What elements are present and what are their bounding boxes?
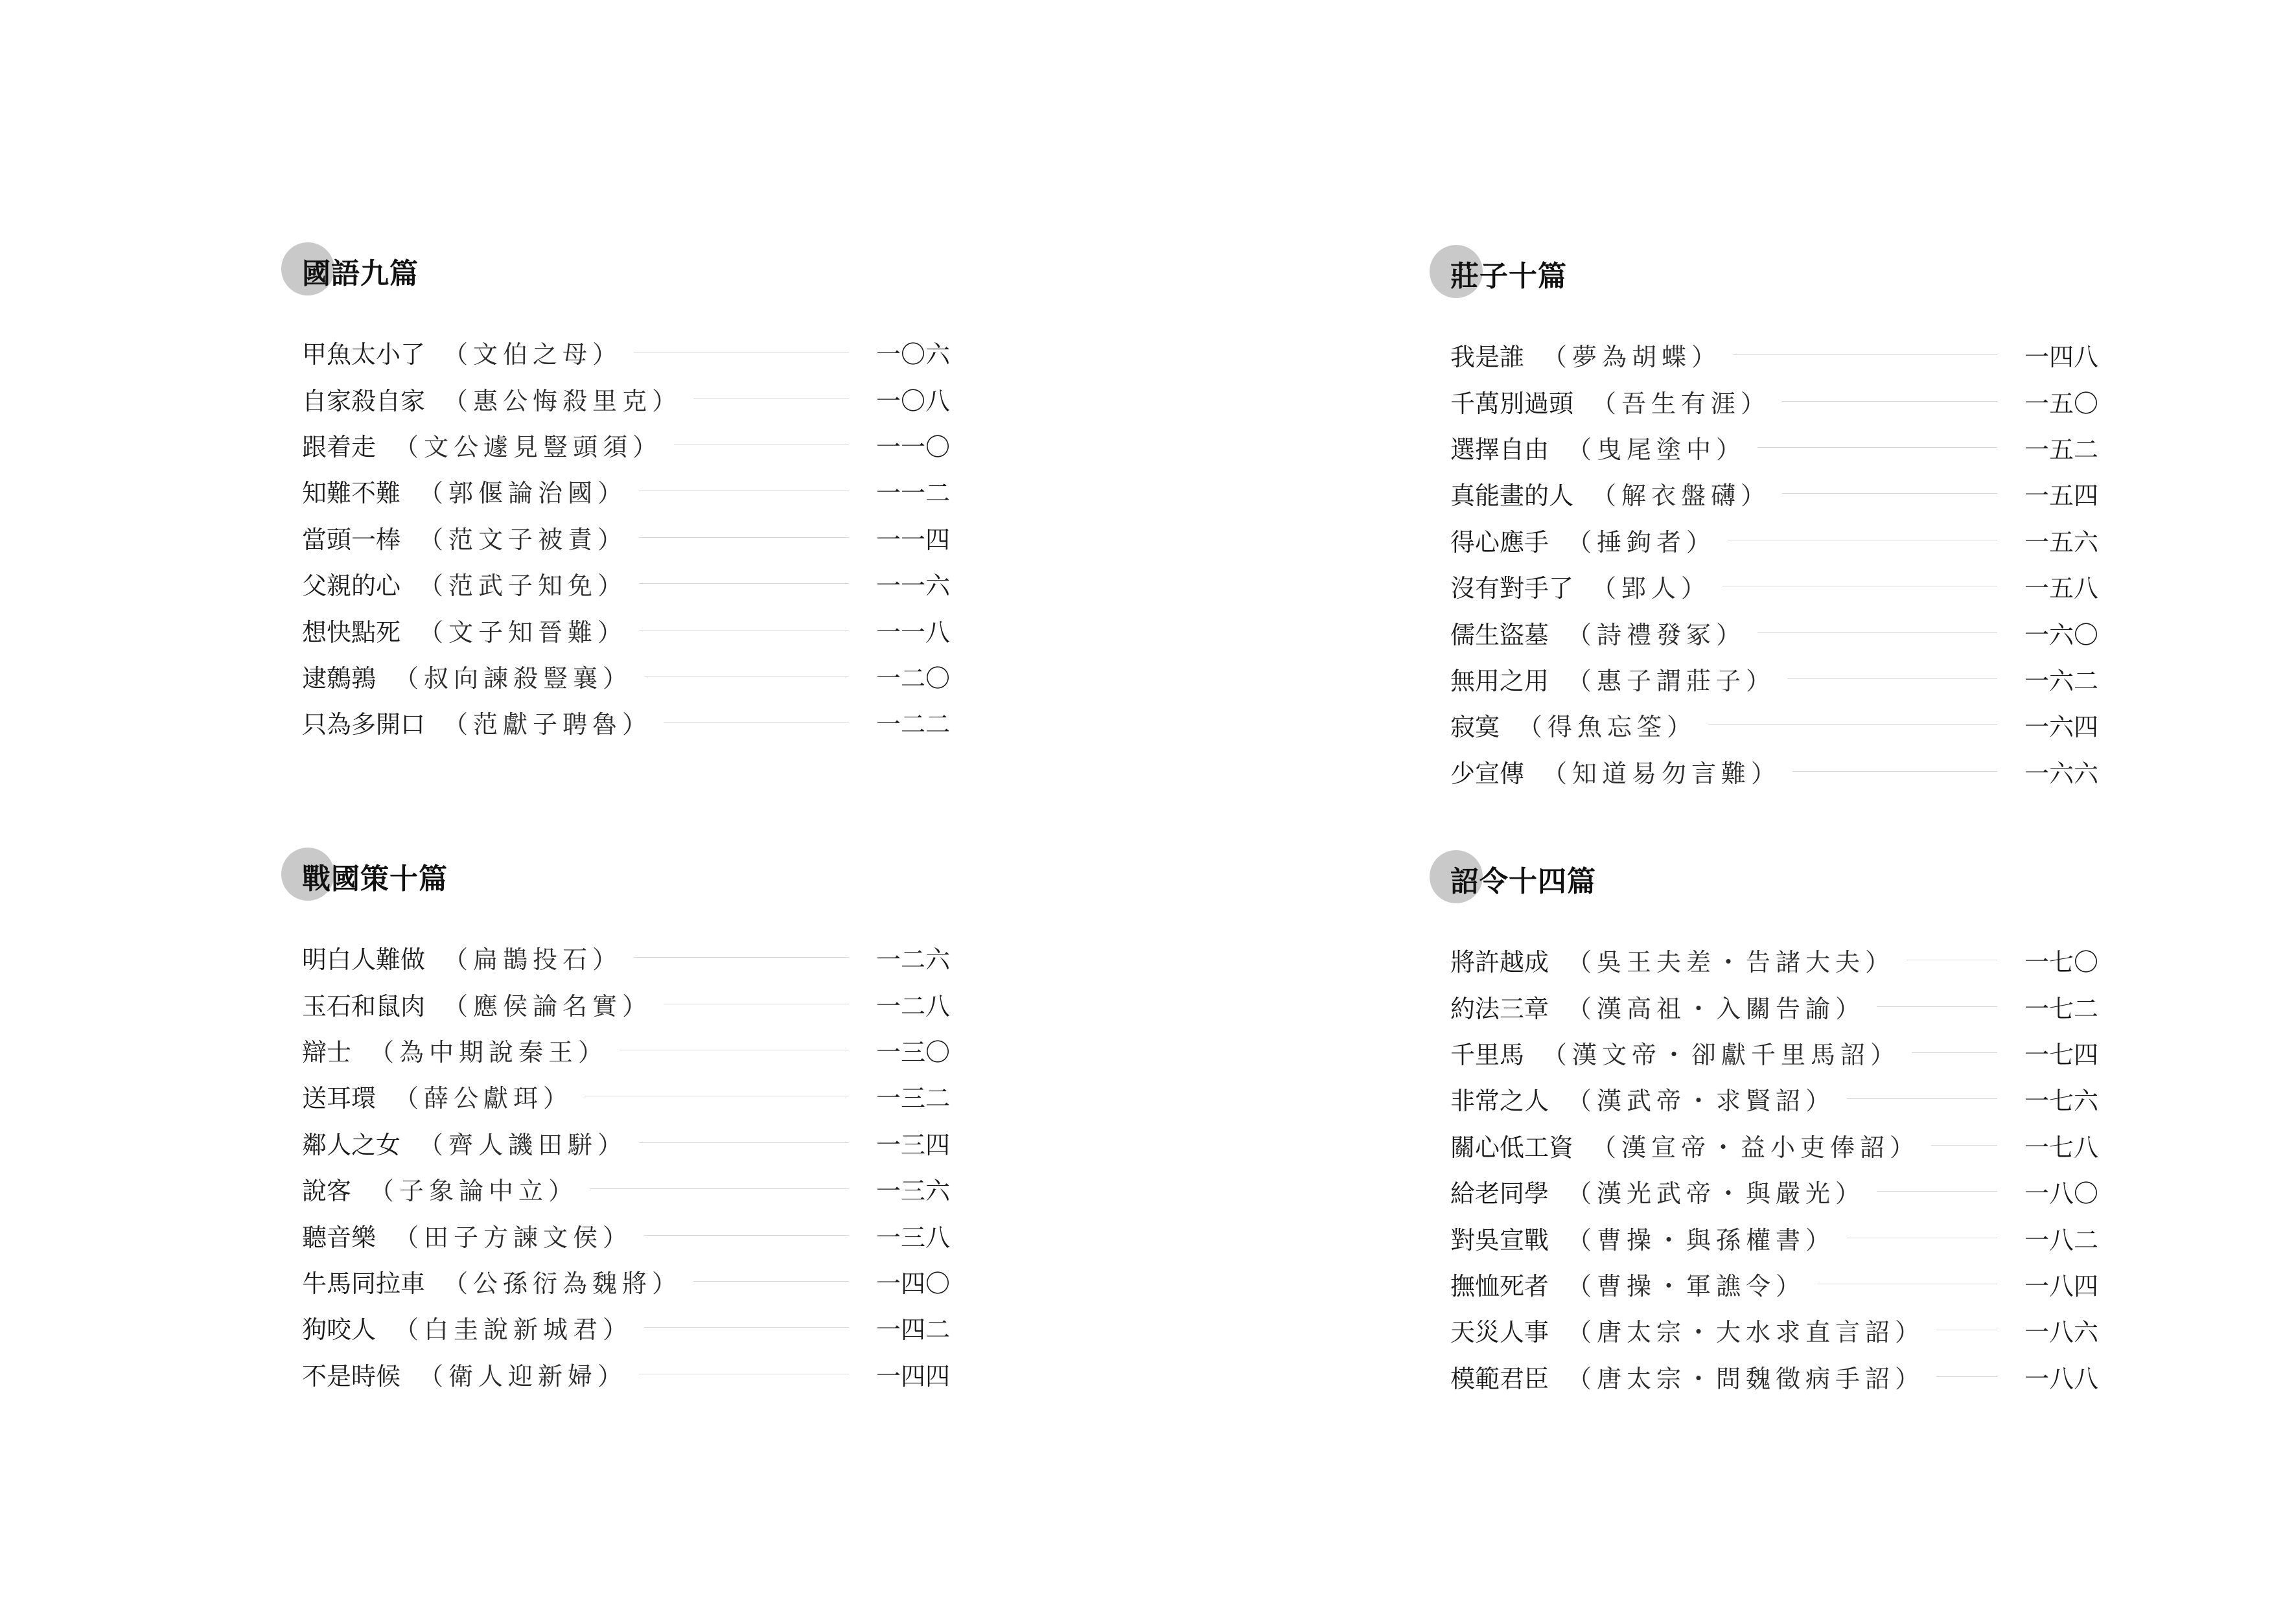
toc-entry-list (302, 329, 950, 746)
entry-title: 想快點死 (302, 618, 401, 647)
entry-title: 非常之人 (1450, 1087, 1549, 1116)
entry-subtitle: （詩禮發冢） (1567, 620, 1746, 649)
entry-subtitle: （曹操・軍譙令） (1567, 1271, 1806, 1301)
entry-subtitle: （漢武帝・求賢詔） (1567, 1087, 1836, 1116)
entry-subtitle: （漢高祖・入關告諭） (1567, 994, 1866, 1023)
entry-page-number: 一三八 (875, 1223, 950, 1252)
entry-page-number: 一三二 (875, 1084, 950, 1113)
dot-leader-line (1877, 1006, 1997, 1007)
entry-page-number: 一三〇 (875, 1037, 950, 1067)
entry-subtitle: （范文子被責） (419, 525, 628, 554)
entry-page-number: 一一二 (875, 479, 950, 508)
entry-subtitle: （知道易勿言難） (1542, 759, 1781, 788)
dot-leader-line (639, 1142, 849, 1143)
entry-page-number: 一四〇 (875, 1269, 950, 1298)
entry-subtitle: （漢宣帝・益小吏俸詔） (1592, 1133, 1920, 1162)
toc-entry (1450, 702, 2098, 748)
toc-entry (302, 699, 950, 745)
entry-title: 跟着走 (302, 432, 377, 461)
toc-entry (1450, 656, 2098, 702)
entry-title: 少宣傳 (1450, 759, 1525, 788)
toc-entry (1450, 1168, 2098, 1214)
entry-page-number: 一一八 (875, 618, 950, 647)
entry-subtitle: （漢文帝・卻獻千里馬詔） (1542, 1040, 1901, 1069)
dot-leader-line (1782, 401, 1997, 402)
section-heading-wrap (1450, 248, 2098, 299)
dot-leader-line (1708, 724, 1997, 725)
entry-subtitle: （唐太宗・大水求直言詔） (1567, 1318, 1925, 1347)
entry-page-number: 一七四 (2024, 1040, 2098, 1069)
entry-page-number: 一五八 (2024, 574, 2098, 603)
section-heading-wrap (1450, 853, 2098, 905)
entry-subtitle: （夢為胡蝶） (1542, 343, 1722, 372)
entry-subtitle: （薛公獻珥） (394, 1084, 574, 1113)
section-heading: 戰國策十篇 (302, 862, 448, 896)
toc-entry (1450, 748, 2098, 794)
entry-subtitle: （曹操・與孫權書） (1567, 1225, 1836, 1254)
entry-page-number: 一三四 (875, 1130, 950, 1159)
toc-entry (302, 375, 950, 421)
dot-leader-line (639, 537, 849, 538)
entry-title: 不是時候 (302, 1361, 401, 1391)
toc-entry (302, 1073, 950, 1119)
entry-page-number: 一七〇 (2024, 948, 2098, 977)
section-heading: 莊子十篇 (1450, 260, 1567, 293)
dot-leader-line (590, 1188, 849, 1189)
entry-title: 模範君臣 (1450, 1364, 1549, 1393)
entry-subtitle: （解衣盤礴） (1592, 481, 1771, 511)
entry-subtitle: （郢人） (1592, 574, 1711, 603)
entry-page-number: 一一四 (875, 525, 950, 554)
entry-title: 選擇自由 (1450, 435, 1549, 464)
toc-entry (1450, 609, 2098, 655)
toc-entry (302, 329, 950, 375)
entry-title: 送耳環 (302, 1084, 377, 1113)
toc-entry (1450, 424, 2098, 470)
dot-leader-line (1931, 1145, 1997, 1146)
entry-title: 將許越成 (1450, 948, 1549, 977)
toc-entry (302, 468, 950, 514)
entry-title: 聽音樂 (302, 1223, 377, 1252)
entry-page-number: 一二〇 (875, 664, 950, 693)
toc-entry (1450, 1030, 2098, 1076)
toc-entry-list (1450, 332, 2098, 794)
entry-title: 辯士 (302, 1037, 352, 1067)
entry-subtitle: （捶鉤者） (1567, 527, 1717, 557)
dot-leader-line (1757, 447, 1997, 448)
entry-page-number: 一三六 (875, 1177, 950, 1206)
entry-subtitle: （子象論中立） (369, 1177, 579, 1206)
dot-leader-line (1936, 1376, 1997, 1377)
toc-entry-list (302, 934, 950, 1397)
entry-page-number: 一七六 (2024, 1087, 2098, 1116)
entry-page-number: 一二八 (875, 991, 950, 1021)
entry-page-number: 一〇六 (875, 340, 950, 369)
dot-leader-line (693, 1281, 849, 1282)
entry-title: 狗咬人 (302, 1315, 377, 1345)
section-heading: 詔令十四篇 (1450, 865, 1596, 898)
dot-leader-line (1847, 1098, 1997, 1099)
toc-entry (1450, 1214, 2098, 1260)
entry-subtitle: （吳王夫差・告諸大夫） (1567, 948, 1896, 977)
entry-subtitle: （文伯之母） (443, 340, 623, 369)
entry-subtitle: （得魚忘筌） (1518, 713, 1697, 742)
toc-section-guoyu (302, 245, 950, 739)
toc-entry (1450, 517, 2098, 563)
entry-title: 千里馬 (1450, 1040, 1525, 1069)
toc-section-zhuangzi (1450, 248, 2098, 788)
entry-title: 對吳宣戰 (1450, 1225, 1549, 1254)
entry-subtitle: （吾生有涯） (1592, 389, 1771, 418)
entry-title: 千萬別過頭 (1450, 389, 1574, 418)
toc-entry (302, 1120, 950, 1166)
entry-page-number: 一二二 (875, 710, 950, 739)
entry-subtitle: （扁鵲投石） (443, 945, 623, 975)
entry-title: 自家殺自家 (302, 386, 426, 415)
toc-entry (1450, 1354, 2098, 1400)
entry-subtitle: （為中期說秦王） (369, 1037, 609, 1067)
entry-page-number: 一〇八 (875, 386, 950, 415)
entry-title: 關心低工資 (1450, 1133, 1574, 1162)
dot-leader-line (1757, 632, 1997, 633)
entry-subtitle: （文公遽見豎頭須） (394, 432, 663, 461)
entry-page-number: 一八四 (2024, 1271, 2098, 1301)
entry-page-number: 一七二 (2024, 994, 2098, 1023)
dot-leader-line (639, 583, 849, 584)
entry-page-number: 一二六 (875, 945, 950, 975)
entry-subtitle: （曳尾塗中） (1567, 435, 1746, 464)
dot-leader-line (1787, 678, 1997, 679)
toc-entry (302, 561, 950, 607)
toc-entry (302, 1027, 950, 1073)
section-heading-wrap (302, 245, 950, 297)
toc-entry-list (1450, 937, 2098, 1400)
toc-entry (302, 653, 950, 699)
toc-entry (1450, 378, 2098, 424)
entry-page-number: 一五二 (2024, 435, 2098, 464)
toc-entry (1450, 470, 2098, 516)
dot-leader-line (1792, 771, 1997, 772)
entry-page-number: 一六四 (2024, 713, 2098, 742)
toc-entry (1450, 1122, 2098, 1168)
toc-entry (1450, 1261, 2098, 1307)
entry-title: 知難不難 (302, 479, 401, 508)
entry-page-number: 一五四 (2024, 481, 2098, 511)
entry-page-number: 一四八 (2024, 343, 2098, 372)
toc-section-zhaoling (1450, 853, 2098, 1393)
entry-title: 逮鷯鶉 (302, 664, 377, 693)
entry-title: 儒生盜墓 (1450, 620, 1549, 649)
entry-title: 玉石和鼠肉 (302, 991, 426, 1021)
entry-page-number: 一一〇 (875, 432, 950, 461)
entry-page-number: 一八六 (2024, 1318, 2098, 1347)
dot-leader-line (1782, 493, 1997, 494)
toc-entry (1450, 937, 2098, 983)
entry-subtitle: （叔向諫殺豎襄） (394, 664, 633, 693)
toc-entry (302, 422, 950, 468)
entry-title: 約法三章 (1450, 994, 1549, 1023)
entry-subtitle: （公孫衍為魏將） (443, 1269, 682, 1298)
toc-entry (302, 980, 950, 1026)
entry-page-number: 一八八 (2024, 1364, 2098, 1393)
entry-title: 牛馬同拉車 (302, 1269, 426, 1298)
entry-subtitle: （白圭說新城君） (394, 1315, 633, 1345)
dot-leader-line (644, 1327, 849, 1328)
toc-entry (1450, 332, 2098, 378)
dot-leader-line (634, 352, 849, 353)
entry-title: 父親的心 (302, 572, 401, 601)
entry-subtitle: （田子方諫文侯） (394, 1223, 633, 1252)
toc-entry (302, 514, 950, 561)
entry-subtitle: （文子知晉難） (419, 618, 628, 647)
entry-page-number: 一五〇 (2024, 389, 2098, 418)
toc-entry (1450, 983, 2098, 1029)
toc-entry (302, 1304, 950, 1350)
entry-page-number: 一六〇 (2024, 620, 2098, 649)
entry-title: 撫恤死者 (1450, 1271, 1549, 1301)
dot-leader-line (1877, 1191, 1997, 1192)
toc-entry (1450, 1307, 2098, 1353)
entry-page-number: 一四四 (875, 1361, 950, 1391)
toc-entry (302, 1258, 950, 1304)
entry-subtitle: （范武子知免） (419, 572, 628, 601)
dot-leader-line (644, 1235, 849, 1236)
entry-subtitle: （惠公悔殺里克） (443, 386, 682, 415)
entry-title: 我是誰 (1450, 343, 1525, 372)
toc-entry (302, 1212, 950, 1258)
entry-title: 得心應手 (1450, 527, 1549, 557)
toc-section-zhanguoce (302, 850, 950, 1391)
entry-subtitle: （范獻子聘魯） (443, 710, 653, 739)
dot-leader-line (664, 722, 849, 723)
toc-entry (302, 607, 950, 653)
toc-entry (302, 1351, 950, 1397)
section-heading: 國語九篇 (302, 257, 419, 290)
entry-title: 當頭一棒 (302, 525, 401, 554)
entry-title: 給老同學 (1450, 1179, 1549, 1208)
toc-entry (1450, 563, 2098, 609)
entry-title: 明白人難做 (302, 945, 426, 975)
entry-page-number: 一五六 (2024, 527, 2098, 557)
entry-page-number: 一四二 (875, 1315, 950, 1345)
entry-page-number: 一八〇 (2024, 1179, 2098, 1208)
toc-entry (302, 934, 950, 980)
entry-title: 只為多開口 (302, 710, 426, 739)
entry-title: 無用之用 (1450, 666, 1549, 695)
entry-subtitle: （漢光武帝・與嚴光） (1567, 1179, 1866, 1208)
entry-page-number: 一六二 (2024, 666, 2098, 695)
entry-title: 鄰人之女 (302, 1130, 401, 1159)
toc-entry (302, 1166, 950, 1212)
entry-title: 真能畫的人 (1450, 481, 1574, 511)
entry-subtitle: （應侯論名實） (443, 991, 653, 1021)
entry-subtitle: （郭偃論治國） (419, 479, 628, 508)
entry-title: 說客 (302, 1177, 352, 1206)
entry-subtitle: （齊人譏田駢） (419, 1130, 628, 1159)
section-heading-wrap (302, 850, 950, 902)
entry-title: 甲魚太小了 (302, 340, 426, 369)
entry-page-number: 一一六 (875, 572, 950, 601)
entry-title: 寂寞 (1450, 713, 1500, 742)
dot-leader-line (1733, 354, 1997, 355)
entry-subtitle: （惠子謂莊子） (1567, 666, 1776, 695)
entry-subtitle: （衛人迎新婦） (419, 1361, 628, 1391)
entry-page-number: 一六六 (2024, 759, 2098, 788)
entry-subtitle: （唐太宗・問魏徵病手詔） (1567, 1364, 1925, 1393)
dot-leader-line (634, 957, 849, 958)
entry-page-number: 一八二 (2024, 1225, 2098, 1254)
dot-leader-line (1912, 1052, 1997, 1053)
entry-title: 天災人事 (1450, 1318, 1549, 1347)
toc-entry (1450, 1076, 2098, 1122)
entry-page-number: 一七八 (2024, 1133, 2098, 1162)
entry-title: 沒有對手了 (1450, 574, 1574, 603)
